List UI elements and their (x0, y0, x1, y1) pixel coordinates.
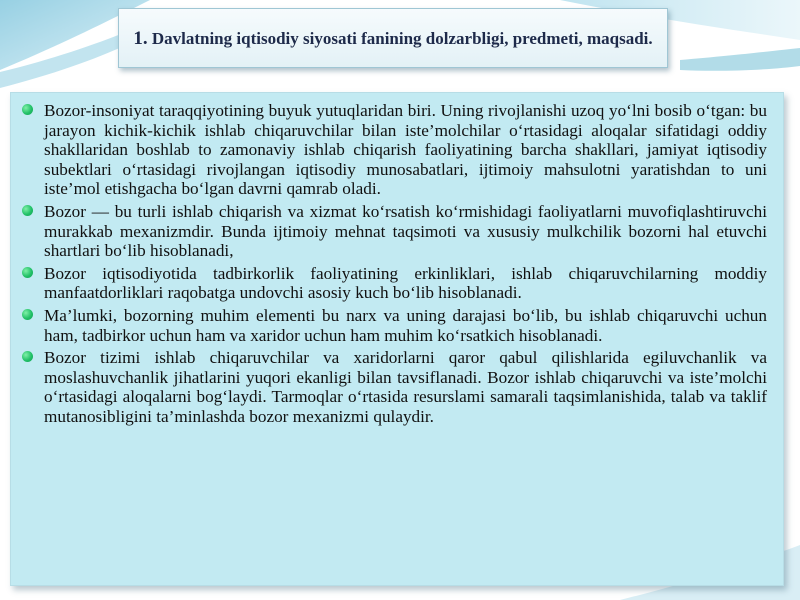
bullet-text: Ma’lumki, bozorning muhim elementi bu narx va uning darajasi bo‘lib, bu ishlab chiqaruvchi uchun ham, tadbirkor uchun ham va xaridor uchun ham muhim ko‘rsatkich hisoblanadi. (44, 305, 767, 345)
bullet-text: Bozor tizimi ishlab chiqaruvchilar va xaridorlarni qaror qabul qilishlarida egiluvchanlik va moslashuvchanlik jihatlarini yuqori ekanligi bilan tavsiflanadi. Bozor ishlab chiqaruvchi va iste’molchi o‘rtasidagi aloqalarni bog‘laydi. Tarmoqlar o‘rtasida resurslami samarali taqsimlanishida, talab va taklif mutanosibligini ta’minlashda bozor mexanizmi qulaydir. (44, 348, 767, 426)
green-dot-icon (22, 205, 33, 216)
bullet-text: Bozor iqtisodiyotida tadbirkorlik faoliyatining erkinliklari, ishlab chiqaruvchilarning moddiy manfaatdorliklari raqobatga undovchi asosiy kuch bo‘lib hisoblanadi. (44, 263, 767, 303)
right-swoosh (680, 48, 800, 71)
bullet-item-1 (41, 101, 767, 199)
slide-title-box (118, 8, 668, 68)
green-dot-icon (22, 267, 33, 278)
slide-title-text: Davlatning iqtisodiy siyosati fanining dolzarbligi, predmeti, maqsadi. (151, 28, 653, 48)
bullet-item-2 (41, 202, 767, 261)
content-panel (10, 92, 784, 586)
slide-title-number: 1. (133, 27, 148, 49)
bullet-text: Bozor — bu turli ishlab chiqarish va xizmat ko‘rsatish ko‘rmishidagi faoliyatlarni muvofiqlashtiruvchi murakkab mexanizmdir. Bunda ijtimoiy mehnat taqsimoti va xususiy mulkchilik bozorni hal etuvchi shartlari bo‘lib hisoblanadi, (44, 201, 767, 261)
bullet-text: Bozor-insoniyat taraqqiyotining buyuk yutuqlaridan biri. Uning rivojlanishi uzoq yo‘lni bosib o‘tgan: bu jarayon kichik-kichik ishlab chiqaruvchilar bilan iste’molchilar o‘rtasidagi aloqalar sifatidagi oddiy shakllaridan boshlab to zamonaviy ishlab chiqarish faoliyatining barcha shakllari, jamiyat iqtisodiy subektlari o‘rtasidagi rivojlangan iqtisodiy munosabatlari, ijtimoiy mahsulotni yaratishdan to uni iste’mol etishgacha bo‘lgan davrni qamrab oladi. (44, 101, 767, 199)
bullet-item-3 (41, 264, 767, 303)
bullet-item-4 (41, 306, 767, 345)
slide-title (133, 27, 652, 50)
green-dot-icon (22, 309, 33, 320)
bullet-item-5 (41, 348, 767, 426)
green-dot-icon (22, 351, 33, 362)
green-dot-icon (22, 104, 33, 115)
